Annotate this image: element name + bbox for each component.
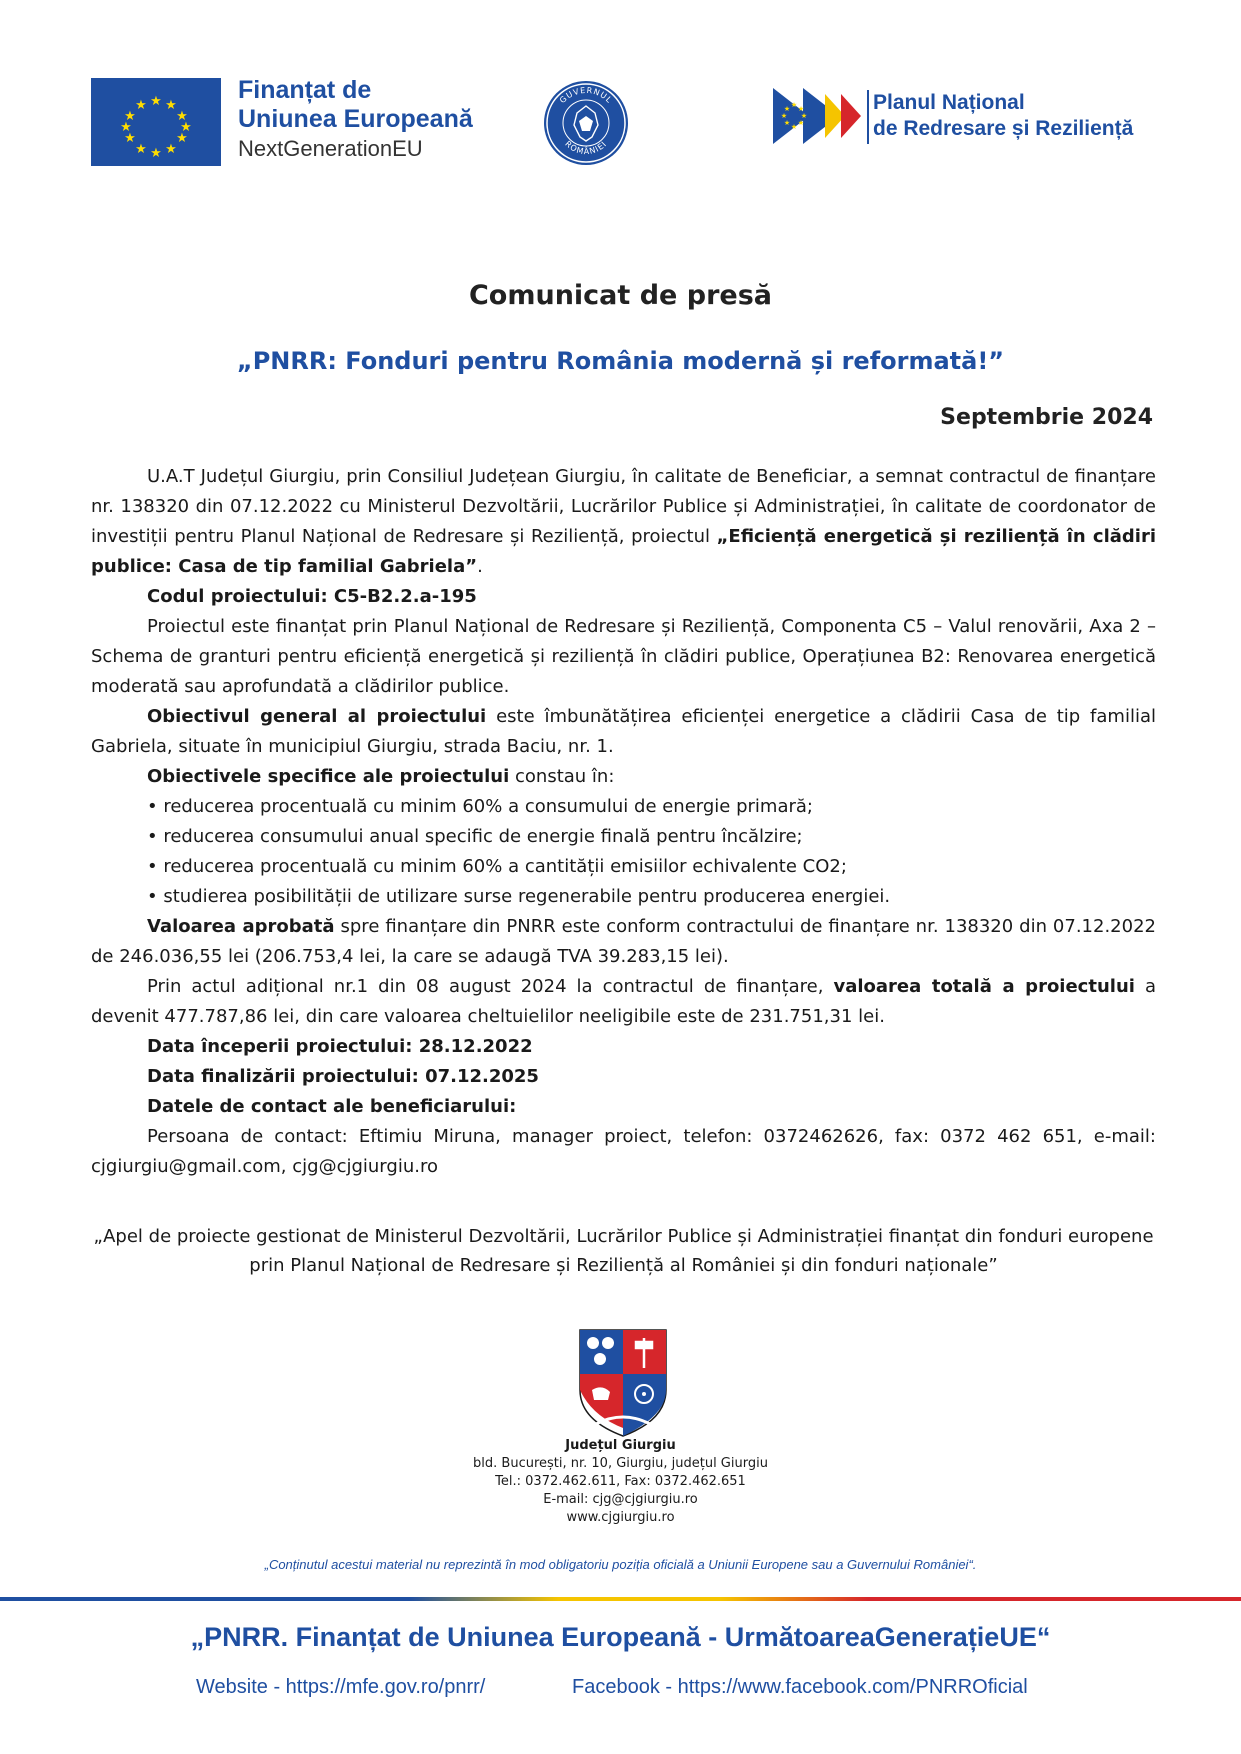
svg-text:★: ★ <box>165 142 177 157</box>
addendum-paragraph <box>91 972 1156 1032</box>
svg-text:★: ★ <box>797 105 805 113</box>
guvernul-romaniei-seal-icon <box>543 80 629 166</box>
pnrr-line1: Planul Național <box>873 91 1025 114</box>
pnrr-label <box>873 90 1173 142</box>
svg-text:★: ★ <box>783 105 791 113</box>
eu-flag-icon <box>91 78 221 166</box>
svg-text:★: ★ <box>135 98 147 113</box>
contact-paragraph: Persoana de contact: Eftimiu Miruna, manager proiect, telefon: 0372462626, fax: 0372 462 651, e-mail: cjgiurgiu@gmail.com, cjg@cjgiurgiu.ro <box>91 1126 1156 1177</box>
footer-slogan: „PNRR. Finanțat de Uniunea Europeană - UrmătoareaGenerațieUE“ <box>190 1622 1051 1652</box>
svg-text:★: ★ <box>135 142 147 157</box>
county-email: E-mail: cjg@cjgiurgiu.ro <box>543 1492 698 1507</box>
svg-text:★: ★ <box>120 120 132 135</box>
list-item-text: studierea posibilității de utilizare surse regenerabile pentru producerea energiei. <box>163 886 891 907</box>
call-for-projects-quote: „Apel de proiecte gestionat de Ministerul Dezvoltării, Lucrărilor Publice și Administrației finanțat din fonduri europene prin Planul Național de Redresare și Reziliență al României și din fonduri naționale” <box>93 1226 1154 1276</box>
svg-text:★: ★ <box>180 120 192 135</box>
svg-text:★: ★ <box>780 112 788 120</box>
financing-paragraph: Proiectul este finanțat prin Planul Național de Redresare și Reziliență, Componenta C5 – Valul renovării, Axa 2 – Schema de granturi pentru eficiență energetică și reziliență în clădiri publice, Operațiunea B2: Renovarea energetică moderată sau aprofundată a clădirilor publice. <box>91 616 1156 697</box>
end-date: Data finalizării proiectului: 07.12.2025 <box>147 1066 539 1087</box>
list-item: • studierea posibilității de utilizare surse regenerabile pentru producerea energiei. <box>147 886 891 907</box>
intro-end: . <box>477 556 483 577</box>
svg-text:★: ★ <box>176 131 188 146</box>
svg-text:★: ★ <box>176 109 188 124</box>
svg-text:GUVERNUL: GUVERNUL <box>558 85 615 106</box>
general-objective-text: este îmbunătățirea eficienței energetice a clădirii Casa de tip familial Gabriela, situate în municipiul Giurgiu, strada Baciu, nr. 1. <box>91 706 1156 757</box>
eu-line2: Uniunea Europeană <box>238 105 473 133</box>
county-website[interactable]: www.cjgiurgiu.ro <box>566 1510 675 1525</box>
svg-text:ROMÂNIEI: ROMÂNIEI <box>563 139 609 157</box>
svg-text:★: ★ <box>800 112 808 120</box>
list-item-text: reducerea consumului anual specific de energie finală pentru încălzire; <box>163 826 803 847</box>
addendum-text-end: a devenit 477.787,86 lei, din care valoarea cheltuielilor neeligibile este de 231.751,31 lei. <box>91 976 1156 1027</box>
general-objective-paragraph <box>91 702 1156 762</box>
project-name: „Eficiență energetică și reziliență în clădiri publice: Casa de tip familial Gabriela” <box>91 526 1156 577</box>
county-name: Județul Giurgiu <box>565 1438 676 1453</box>
svg-text:★: ★ <box>150 146 162 161</box>
list-item-text: reducerea procentuală cu minim 60% a consumului de energie primară; <box>163 796 813 817</box>
approved-value-paragraph <box>91 912 1156 972</box>
eu-funding-label <box>238 76 498 164</box>
list-item: • reducerea procentuală cu minim 60% a consumului de energie primară; <box>147 796 813 817</box>
project-code: Codul proiectului: C5-B2.2.a-195 <box>147 586 477 607</box>
page-title: Comunicat de presă <box>468 280 772 311</box>
pnrr-divider <box>867 90 869 144</box>
approved-value-text: spre finanțare din PNRR este conform contractului de finanțare nr. 138320 din 07.12.2022 de 246.036,55 lei (206.753,4 lei, la care se adaugă TVA 39.283,15 lei). <box>91 916 1156 967</box>
facebook-link[interactable]: Facebook - https://www.facebook.com/PNRROficial <box>572 1676 1028 1698</box>
press-release-body <box>91 462 1156 1182</box>
eu-line3: NextGenerationEU <box>238 136 423 161</box>
disclaimer: „Conținutul acestui material nu reprezintă în mod obligatoriu poziția oficială a Uniunii Europene sau a Guvernului României“. <box>264 1557 977 1572</box>
specific-objectives-label: Obiectivele specifice ale proiectului <box>147 766 510 787</box>
approved-value-label: Valoarea aprobată <box>147 916 335 937</box>
website-link[interactable]: Website - https://mfe.gov.ro/pnrr/ <box>196 1676 486 1698</box>
intro-paragraph <box>91 462 1156 582</box>
contact-heading: Datele de contact ale beneficiarului: <box>147 1096 517 1117</box>
svg-text:★: ★ <box>790 123 798 131</box>
list-item: • reducerea consumului anual specific de energie finală pentru încălzire; <box>147 826 803 847</box>
pnrr-logo-icon <box>773 88 867 144</box>
specific-objectives-text: constau în: <box>509 766 615 787</box>
svg-text:★: ★ <box>124 131 136 146</box>
judetul-giurgiu-coat-of-arms-icon <box>578 1328 668 1438</box>
svg-text:★: ★ <box>150 94 162 109</box>
start-date: Data începerii proiectului: 28.12.2022 <box>147 1036 533 1057</box>
general-objective-label: Obiectivul general al proiectului <box>147 706 487 727</box>
total-value-label: valoarea totală a proiectului <box>833 976 1135 997</box>
svg-text:★: ★ <box>797 119 805 127</box>
county-phone: Tel.: 0372.462.611, Fax: 0372.462.651 <box>495 1474 746 1489</box>
release-date: Septembrie 2024 <box>940 405 1153 430</box>
svg-text:★: ★ <box>790 101 798 109</box>
intro-text: U.A.T Județul Giurgiu, prin Consiliul Județean Giurgiu, în calitate de Beneficiar, a semnat contractul de finanțare nr. 138320 din 07.12.2022 cu Ministerul Dezvoltării, Lucrărilor Publice și Administrației, în calitate de coordonator de investiții pentru Planul Național de Redresare și Reziliență, proiectul <box>91 466 1156 547</box>
page-subtitle: „PNRR: Fonduri pentru România modernă și reformată!” <box>236 347 1005 375</box>
list-item: • reducerea procentuală cu minim 60% a cantității emisiilor echivalente CO2; <box>147 856 847 877</box>
svg-text:★: ★ <box>783 119 791 127</box>
county-address: bld. București, nr. 10, Giurgiu, județul Giurgiu <box>473 1456 768 1471</box>
list-item-text: reducerea procentuală cu minim 60% a cantității emisiilor echivalente CO2; <box>163 856 847 877</box>
tricolor-divider <box>0 1597 1241 1601</box>
svg-text:★: ★ <box>165 98 177 113</box>
addendum-text: Prin actul adițional nr.1 din 08 august 2024 la contractul de finanțare, <box>147 976 834 997</box>
specific-objectives-paragraph <box>91 762 1156 792</box>
footer-contact <box>0 1437 1241 1527</box>
svg-text:★: ★ <box>124 109 136 124</box>
eu-line1: Finanțat de <box>238 76 372 104</box>
pnrr-line2: de Redresare și Reziliență <box>873 117 1134 140</box>
